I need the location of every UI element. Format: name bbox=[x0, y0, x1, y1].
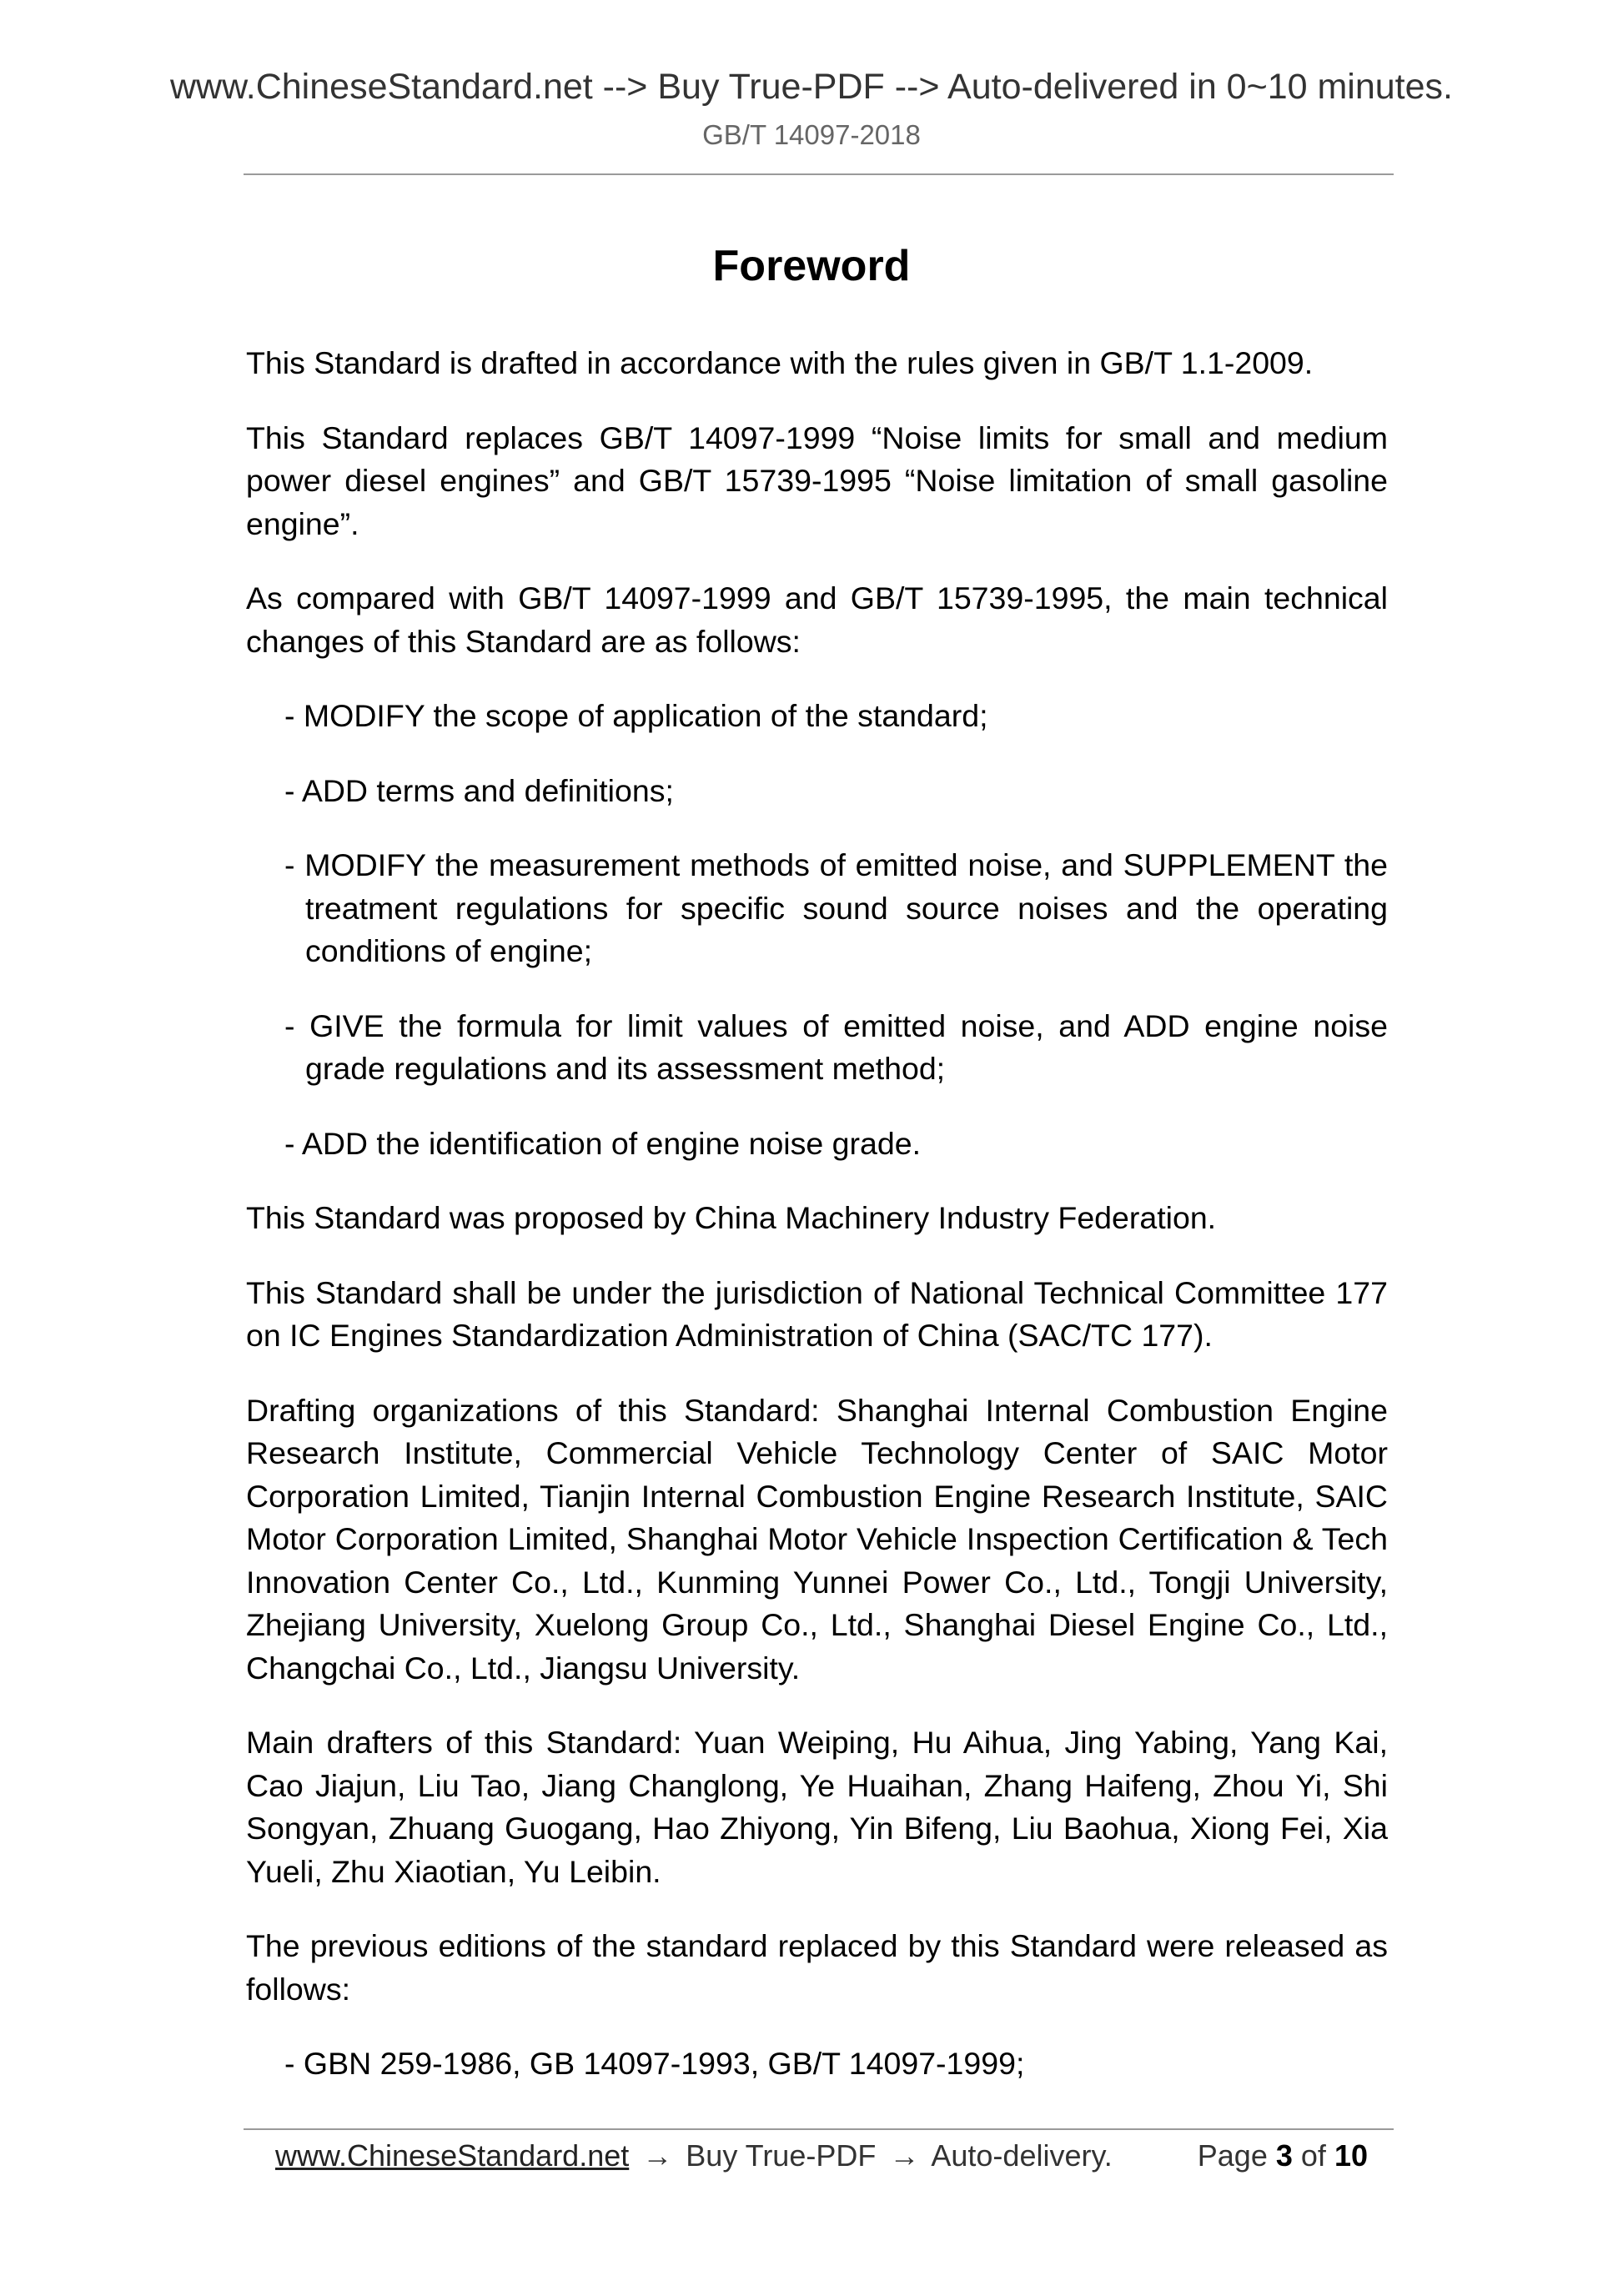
page-label: Page bbox=[1197, 2138, 1268, 2173]
page-number bbox=[1198, 2135, 1368, 2177]
paragraph-replaces: This Standard replaces GB/T 14097-1999 “Noise limits for small and medium power diesel engines” and GB/T 15739-1995 “Noise limitation of small gasoline engine”. bbox=[246, 420, 1388, 541]
paragraph-drafting-rules: This Standard is drafted in accordance with the rules given in GB/T 1.1-2009. bbox=[246, 345, 1314, 380]
footer-site-link[interactable]: www.ChineseStandard.net bbox=[275, 2138, 630, 2173]
list-item: - MODIFY the measurement methods of emitted noise, and SUPPLEMENT the treatment regulations for specific sound source noises and the operating conditions of engine; bbox=[284, 847, 1388, 968]
footer-buy-text: Buy True-PDF bbox=[686, 2138, 877, 2173]
paragraph-drafting-organizations: Drafting organizations of this Standard: Shanghai Internal Combustion Engine Research Institute, Commercial Vehicle Technology Center of SAIC Motor Corporation Limited, Tianjin Internal Combustion Engine Research Institute, SAIC Motor Corporation Limited, Shanghai Motor Vehicle Inspection Certification & Tech Innovation Center Co., Ltd., Kunming Yunnei Power Co., Ltd., Tongji University, Zhejiang University, Xuelong Group Co., Ltd., Shanghai Diesel Engine Co., Ltd., Changchai Co., Ltd., Jiangsu University. bbox=[246, 1392, 1388, 1686]
paragraph-jurisdiction: This Standard shall be under the jurisdiction of National Technical Committee 177 on IC Engines Standardization Administration of China (SAC/TC 177). bbox=[246, 1274, 1388, 1353]
paragraph-main-drafters: Main drafters of this Standard: Yuan Weiping, Hu Aihua, Jing Yabing, Yang Kai, Cao Jiajun, Liu Tao, Jiang Changlong, Ye Huaihan, Zhang Haifeng, Zhou Yi, Shi Songyan, Zhuang Guogang, Hao Zhiyong, Yin Bifeng, Liu Baohua, Xiong Fei, Xia Yueli, Zhu Xiaotian, Yu Leibin. bbox=[246, 1725, 1388, 1889]
footer-divider bbox=[244, 2128, 1394, 2130]
list-item: - GIVE the formula for limit values of emitted noise, and ADD engine noise grade regulations and its assessment method; bbox=[284, 1007, 1388, 1086]
list-item: - GBN 259-1986, GB 14097-1993, GB/T 14097-1999; bbox=[284, 2046, 1025, 2081]
list-item: - MODIFY the scope of application of the standard; bbox=[284, 698, 988, 733]
arrow-right-icon: → bbox=[642, 2138, 673, 2173]
page-of-label: of bbox=[1300, 2138, 1326, 2173]
page-total: 10 bbox=[1334, 2138, 1368, 2173]
footer-delivery-text: Auto-delivery. bbox=[931, 2138, 1113, 2173]
page-title: Foreword bbox=[712, 242, 911, 290]
paragraph-proposed-by: This Standard was proposed by China Machinery Industry Federation. bbox=[246, 1200, 1217, 1235]
paragraph-changes-intro: As compared with GB/T 14097-1999 and GB/T 15739-1995, the main technical changes of this Standard are as follows: bbox=[246, 580, 1388, 659]
list-item: - ADD terms and definitions; bbox=[284, 772, 674, 808]
header-banner: www.ChineseStandard.net --> Buy True-PDF --> Auto-delivered in 0~10 minutes. bbox=[169, 67, 1453, 107]
paragraph-previous-editions: The previous editions of the standard replaced by this Standard were released as follows: bbox=[246, 1928, 1388, 2007]
list-item: - ADD the identification of engine noise grade. bbox=[284, 1125, 921, 1161]
page-current: 3 bbox=[1275, 2138, 1293, 2173]
arrow-right-icon: → bbox=[889, 2138, 920, 2173]
footer bbox=[275, 2135, 1368, 2177]
standard-id: GB/T 14097-2018 bbox=[702, 119, 921, 150]
document-body bbox=[246, 342, 1388, 2118]
header-divider bbox=[244, 173, 1394, 175]
